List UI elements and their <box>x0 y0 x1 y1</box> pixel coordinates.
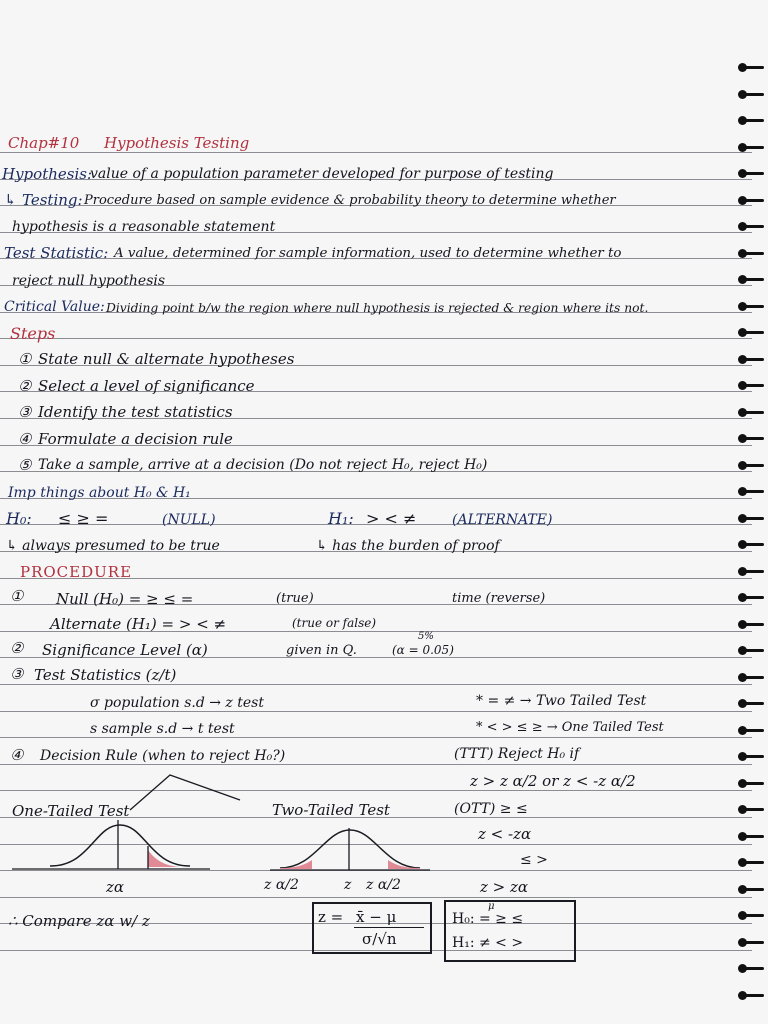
test-statistic-text-2: reject null hypothesis <box>12 273 166 289</box>
h0-note: ↳ always presumed to be true <box>6 538 220 554</box>
spiral-ring <box>740 967 764 970</box>
spiral-ring <box>740 702 764 705</box>
hypothesis-term: Hypothesis: <box>2 165 92 183</box>
ott-condition-2: z > zα <box>480 878 529 896</box>
ruled-line <box>0 897 752 898</box>
spiral-ring <box>740 623 764 626</box>
z-formula-box <box>312 902 432 954</box>
ruled-line <box>0 152 752 153</box>
hypothesis-box-h1: H₁: ≠ < > <box>452 935 524 951</box>
testing-term: Testing: <box>22 191 83 209</box>
ruled-line <box>0 684 752 685</box>
spiral-ring <box>740 808 764 811</box>
step-text: Take a sample, arrive at a decision (Do not reject H₀, reject H₀) <box>38 457 488 473</box>
spiral-ring <box>740 729 764 732</box>
procedure-heading: PROCEDURE <box>20 563 133 581</box>
testing-arrow: ↳ <box>4 191 17 209</box>
h1-alternate-label: (ALTERNATE) <box>452 512 553 528</box>
ott-condition-1: z < -zα <box>478 825 532 843</box>
proc-true-false-label: (true or false) <box>292 616 377 630</box>
h0-symbols: ≤ ≥ = <box>58 509 109 528</box>
spiral-ring <box>740 782 764 785</box>
h1-note: ↳ has the burden of proof <box>316 538 500 554</box>
spiral-ring <box>740 358 764 361</box>
spiral-ring <box>740 331 764 334</box>
ott-heading: (OTT) ≥ ≤ <box>454 801 528 817</box>
spiral-ring <box>740 305 764 308</box>
step-number: ④ <box>18 429 32 448</box>
step-text: Formulate a decision rule <box>38 429 233 448</box>
spiral-ring <box>740 252 764 255</box>
test-statistic-text: A value, determined for sample information, used to determine whether to <box>114 246 622 261</box>
critical-value-term: Critical Value: <box>4 299 105 315</box>
proc-4-number: ④ <box>10 746 24 764</box>
step-text: Identify the test statistics <box>38 403 233 421</box>
ttt-condition: z > z α/2 or z < -z α/2 <box>470 772 636 790</box>
proc-decision-rule-text: Decision Rule (when to reject H₀?) <box>40 748 286 764</box>
hypothesis-text: value of a population parameter developed for purpose of testing <box>90 166 554 182</box>
proc-2-number: ② <box>10 639 24 657</box>
step-number: ① <box>18 350 32 368</box>
two-tailed-title: Two-Tailed Test <box>272 801 390 819</box>
ott-symbols: ≤ > <box>520 852 548 868</box>
ruled-line <box>0 338 752 339</box>
proc-true-label: (true) <box>276 591 314 606</box>
step-number: ③ <box>18 403 32 421</box>
spiral-ring <box>740 596 764 599</box>
spiral-ring <box>740 437 764 440</box>
spiral-ring <box>740 199 764 202</box>
sigma-z-test-line: σ population s.d → z test <box>90 695 264 711</box>
two-tailed-left-z: z α/2 <box>264 877 299 893</box>
spiral-ring <box>740 861 764 864</box>
one-tailed-z-alpha: zα <box>106 878 125 896</box>
spiral-ring <box>740 66 764 69</box>
one-tailed-title: One-Tailed Test <box>12 802 130 820</box>
two-tailed-center-z: z <box>344 877 352 893</box>
two-tailed-curve <box>270 808 430 878</box>
spiral-ring <box>740 464 764 467</box>
two-tailed-right-z: z α/2 <box>366 877 401 893</box>
proc-significance-text: Significance Level (α) <box>42 641 208 659</box>
spiral-ring <box>740 570 764 573</box>
spiral-ring <box>740 517 764 520</box>
steps-heading: Steps <box>10 324 56 343</box>
spiral-ring <box>740 994 764 997</box>
h1-symbols: > < ≠ <box>366 509 417 528</box>
h0-null-label: (NULL) <box>162 512 216 528</box>
step-number: ② <box>18 376 32 395</box>
spiral-ring <box>740 384 764 387</box>
spiral-ring <box>740 119 764 122</box>
z-formula-denominator: σ/√n <box>362 930 397 948</box>
proc-3-number: ③ <box>10 665 24 683</box>
spiral-ring <box>740 914 764 917</box>
test-statistic-term: Test Statistic: <box>4 244 109 262</box>
spiral-ring <box>740 676 764 679</box>
spiral-ring <box>740 888 764 891</box>
ttt-reject-label: (TTT) Reject H₀ if <box>454 746 580 762</box>
spiral-ring <box>740 941 764 944</box>
spiral-ring <box>740 490 764 493</box>
step-text: State null & alternate hypotheses <box>38 350 295 368</box>
testing-text-2: hypothesis is a reasonable statement <box>12 219 276 235</box>
mu-label: μ <box>488 901 495 912</box>
imp-heading: Imp things about H₀ & H₁ <box>8 485 191 501</box>
spiral-ring <box>740 543 764 546</box>
one-tailed-curve <box>30 770 270 880</box>
spiral-ring <box>740 146 764 149</box>
step-text: Select a level of significance <box>38 376 255 395</box>
proc-alpha-value: (α = 0.05) <box>392 643 454 657</box>
critical-value-text: Dividing point b/w the region where null hypothesis is rejected & region where its not. <box>106 301 649 315</box>
hypothesis-box-h0: H₀: = ≥ ≤ <box>452 911 524 927</box>
z-formula-lhs: z = <box>318 908 344 926</box>
h1-label: H₁: <box>328 509 354 528</box>
spiral-ring <box>740 649 764 652</box>
fraction-bar <box>354 927 424 928</box>
compare-note: ∴ Compare zα w/ z <box>8 912 150 930</box>
spiral-ring <box>740 93 764 96</box>
spiral-ring <box>740 278 764 281</box>
proc-test-statistics-text: Test Statistics (z/t) <box>34 666 177 684</box>
proc-1-number: ① <box>10 587 24 605</box>
spiral-ring <box>740 225 764 228</box>
proc-alternate-text: Alternate (H₁) = > < ≠ <box>50 615 227 633</box>
step-number: ⑤ <box>18 456 32 474</box>
h0-label: H₀: <box>6 509 32 528</box>
spiral-ring <box>740 411 764 414</box>
proc-null-text: Null (H₀) = ≥ ≤ = <box>56 590 194 608</box>
two-tailed-rule: * = ≠ → Two Tailed Test <box>476 693 647 709</box>
spiral-ring <box>740 835 764 838</box>
proc-given-label: given in Q. <box>286 643 357 658</box>
one-tailed-rule: * < > ≤ ≥ → One Tailed Test <box>476 720 664 735</box>
testing-text: Procedure based on sample evidence & probability theory to determine whether <box>84 193 616 208</box>
proc-time-label: time (reverse) <box>452 591 546 606</box>
proc-percent-label: 5% <box>418 631 434 642</box>
s-t-test-line: s sample s.d → t test <box>90 721 235 737</box>
spiral-ring <box>740 172 764 175</box>
hypothesis-summary-box <box>444 900 576 962</box>
z-formula-numerator: x̄ − μ <box>356 908 397 926</box>
chapter-label: Chap#10 <box>8 134 80 152</box>
spiral-ring <box>740 755 764 758</box>
chapter-title: Hypothesis Testing <box>104 134 250 152</box>
